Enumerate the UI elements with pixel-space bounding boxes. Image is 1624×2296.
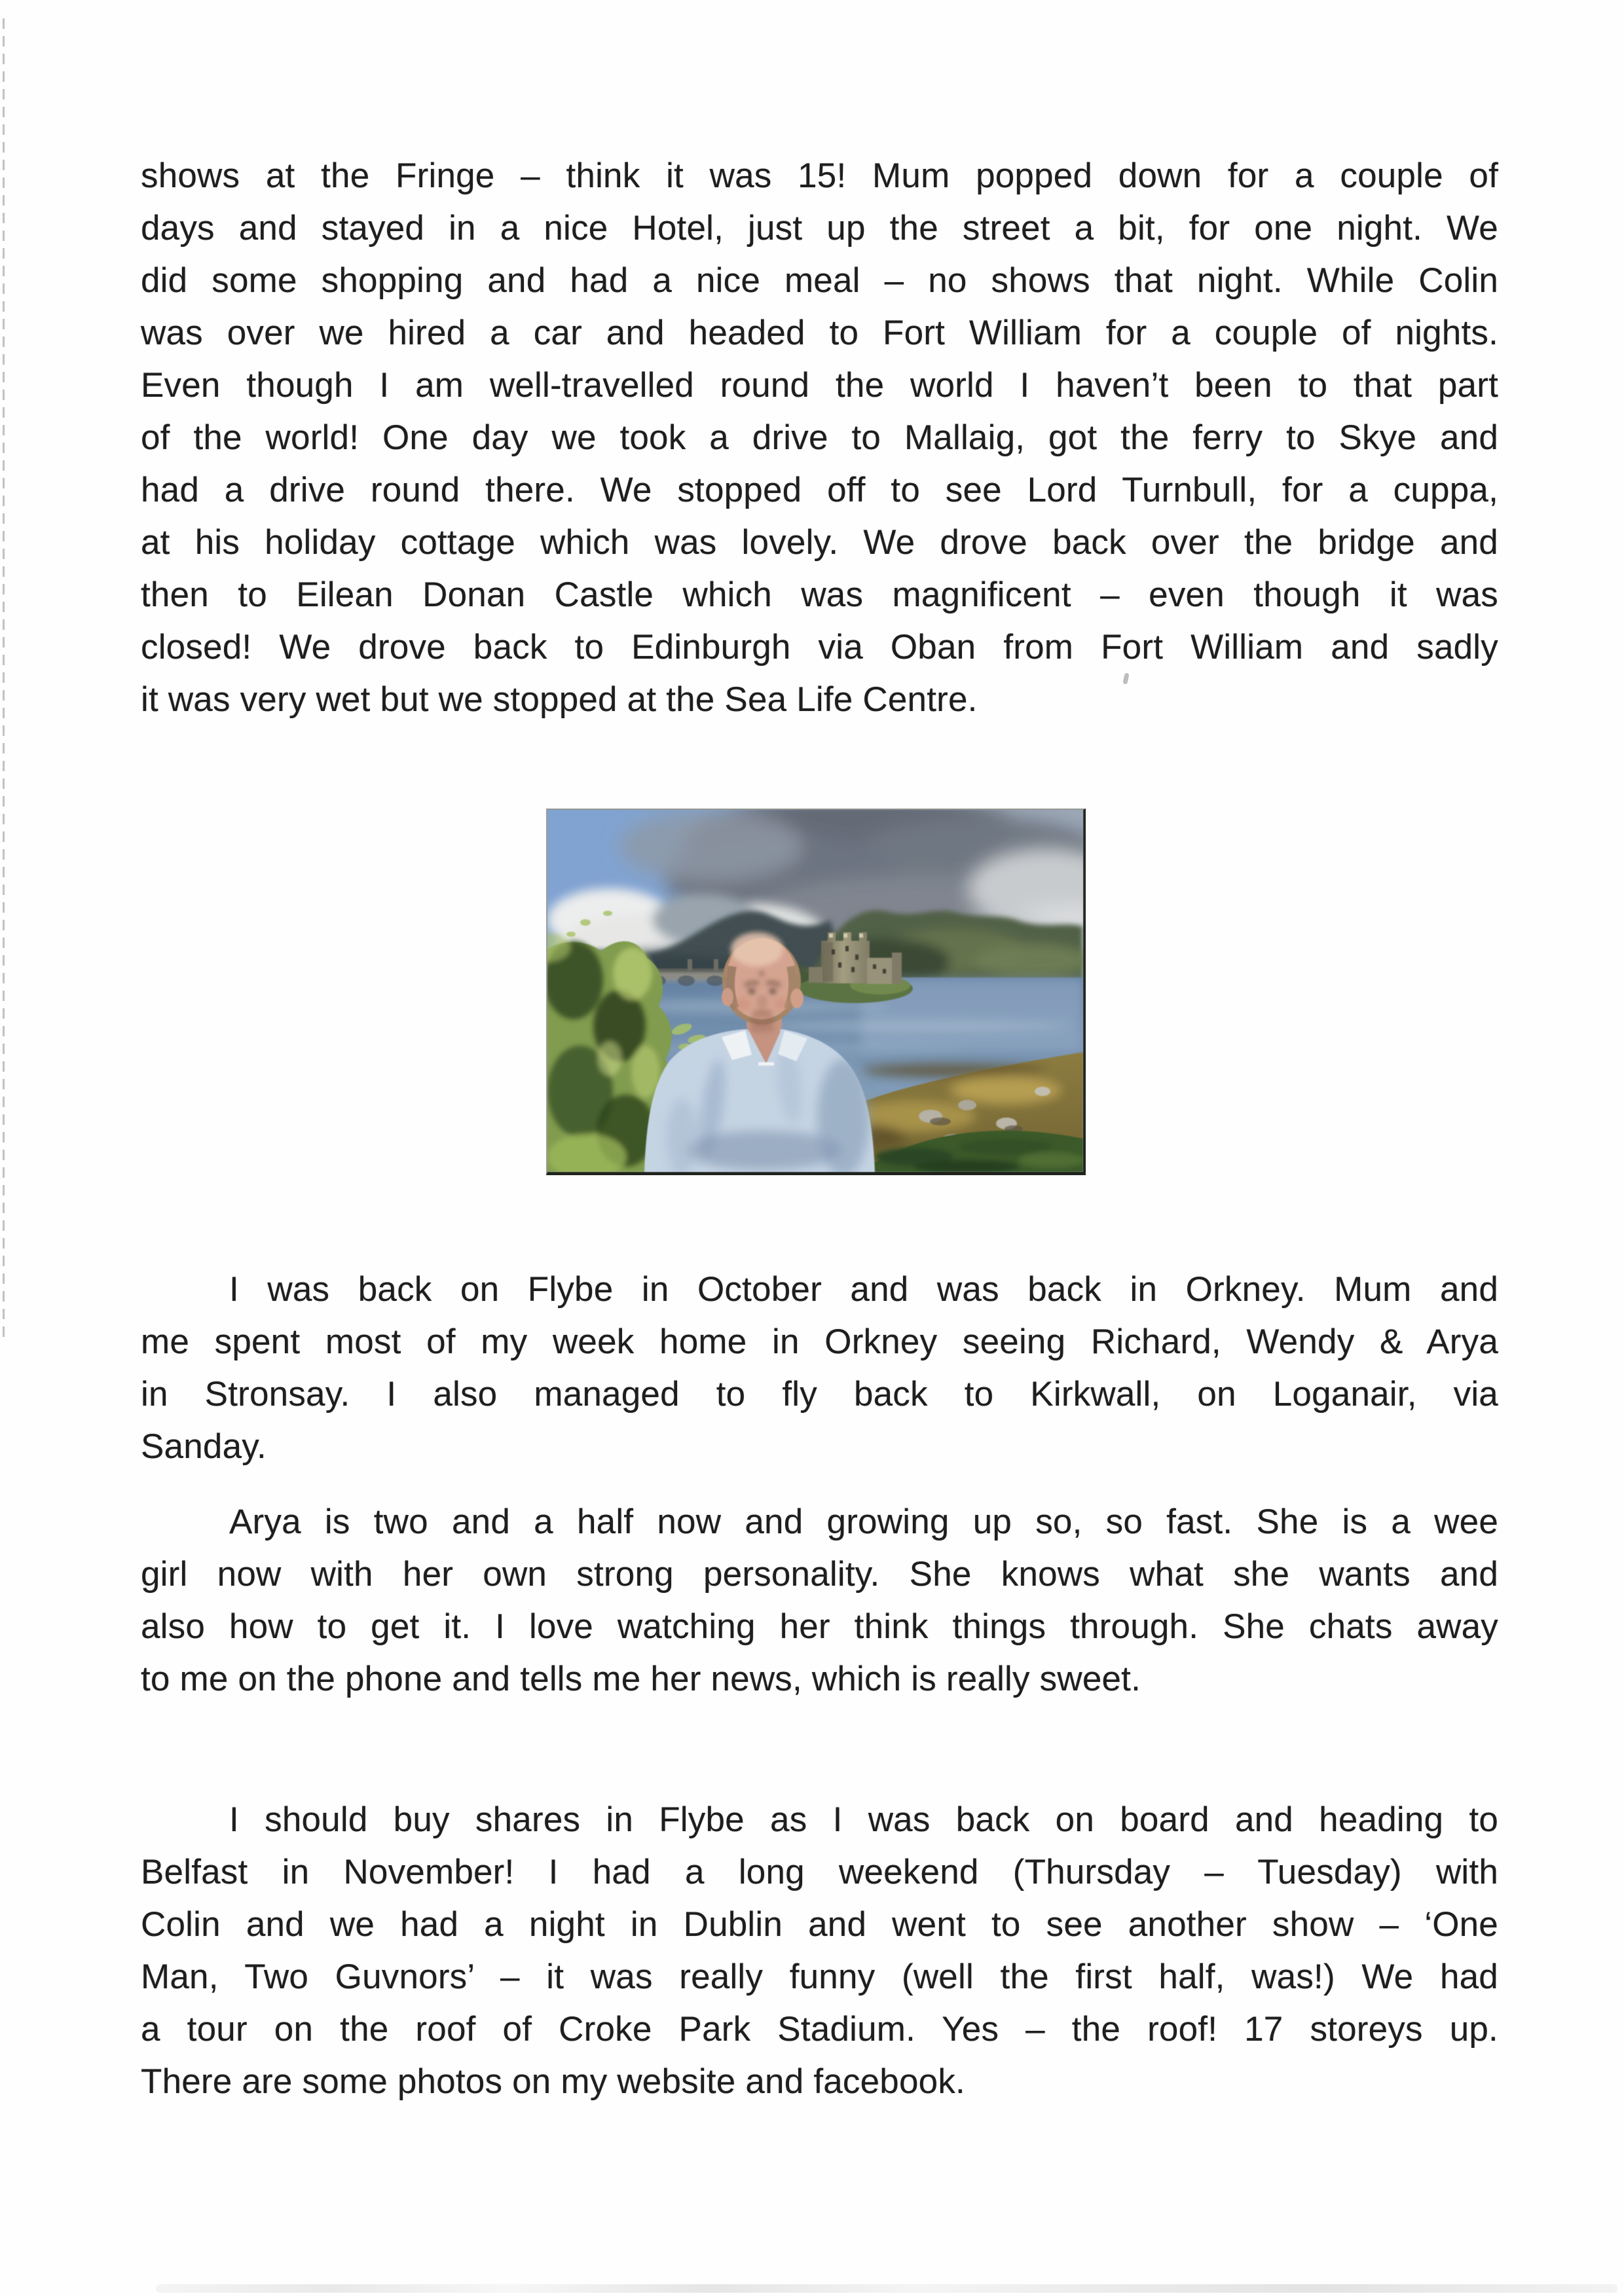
text-line: Even though I am well-travelled round the world I haven’t been to that part xyxy=(141,366,1498,405)
text-line: There are some photos on my website and facebook. xyxy=(141,2062,965,2101)
photo-grain xyxy=(547,810,1083,1172)
text-line: Sanday. xyxy=(141,1427,267,1466)
text-line: Colin and we had a night in Dublin and went to see another show – ‘One xyxy=(141,1905,1498,1944)
paragraph-belfast-november xyxy=(141,1794,1498,2108)
holiday-photo-eilean-donan xyxy=(546,809,1086,1175)
text-line: days and stayed in a nice Hotel, just up the street a bit, for one night. We xyxy=(141,209,1498,247)
text-line: did some shopping and had a nice meal – no shows that night. While Colin xyxy=(141,261,1498,300)
text-line: shows at the Fringe – think it was 15! Mum popped down for a couple of xyxy=(141,156,1498,195)
text-line: I was back on Flybe in October and was back in Orkney. Mum and xyxy=(229,1270,1498,1309)
text-line: me spent most of my week home in Orkney seeing Richard, Wendy & Arya xyxy=(141,1322,1498,1361)
text-line: in Stronsay. I also managed to fly back to Kirkwall, on Loganair, via xyxy=(141,1375,1498,1413)
text-line: it was very wet but we stopped at the Sea Life Centre. xyxy=(141,680,978,719)
text-line: Arya is two and a half now and growing up so, so fast. She is a wee xyxy=(229,1503,1498,1541)
text-line: then to Eilean Donan Castle which was magnificent – even though it was xyxy=(141,575,1498,614)
text-line: at his holiday cottage which was lovely. We drove back over the bridge and xyxy=(141,523,1498,562)
photo-scene xyxy=(547,810,1083,1172)
paragraph-arya xyxy=(141,1496,1498,1705)
text-line: also how to get it. I love watching her think things through. She chats away xyxy=(141,1607,1498,1646)
scan-left-edge-artifact xyxy=(3,18,5,1344)
text-line: of the world! One day we took a drive to Mallaig, got the ferry to Skye and xyxy=(141,418,1498,457)
text-line: girl now with her own strong personality. She knows what she wants and xyxy=(141,1555,1498,1594)
text-line: had a drive round there. We stopped off to see Lord Turnbull, for a cuppa, xyxy=(141,471,1498,509)
text-line: was over we hired a car and headed to Fort William for a couple of nights. xyxy=(141,314,1498,352)
text-line: a tour on the roof of Croke Park Stadium. Yes – the roof! 17 storeys up. xyxy=(141,2010,1498,2049)
text-line: Belfast in November! I had a long weekend (Thursday – Tuesday) with xyxy=(141,1853,1498,1891)
paragraph-flybe-october xyxy=(141,1264,1498,1473)
text-line: Man, Two Guvnors’ – it was really funny (well the first half, was!) We had xyxy=(141,1958,1498,1996)
text-line: to me on the phone and tells me her news, which is really sweet. xyxy=(141,1660,1141,1698)
paragraph-fringe-trip xyxy=(141,150,1498,726)
scan-bottom-edge-artifact xyxy=(156,2284,1617,2293)
text-line: I should buy shares in Flybe as I was back on board and heading to xyxy=(229,1800,1498,1839)
text-line: closed! We drove back to Edinburgh via Oban from Fort William and sadly xyxy=(141,628,1498,666)
